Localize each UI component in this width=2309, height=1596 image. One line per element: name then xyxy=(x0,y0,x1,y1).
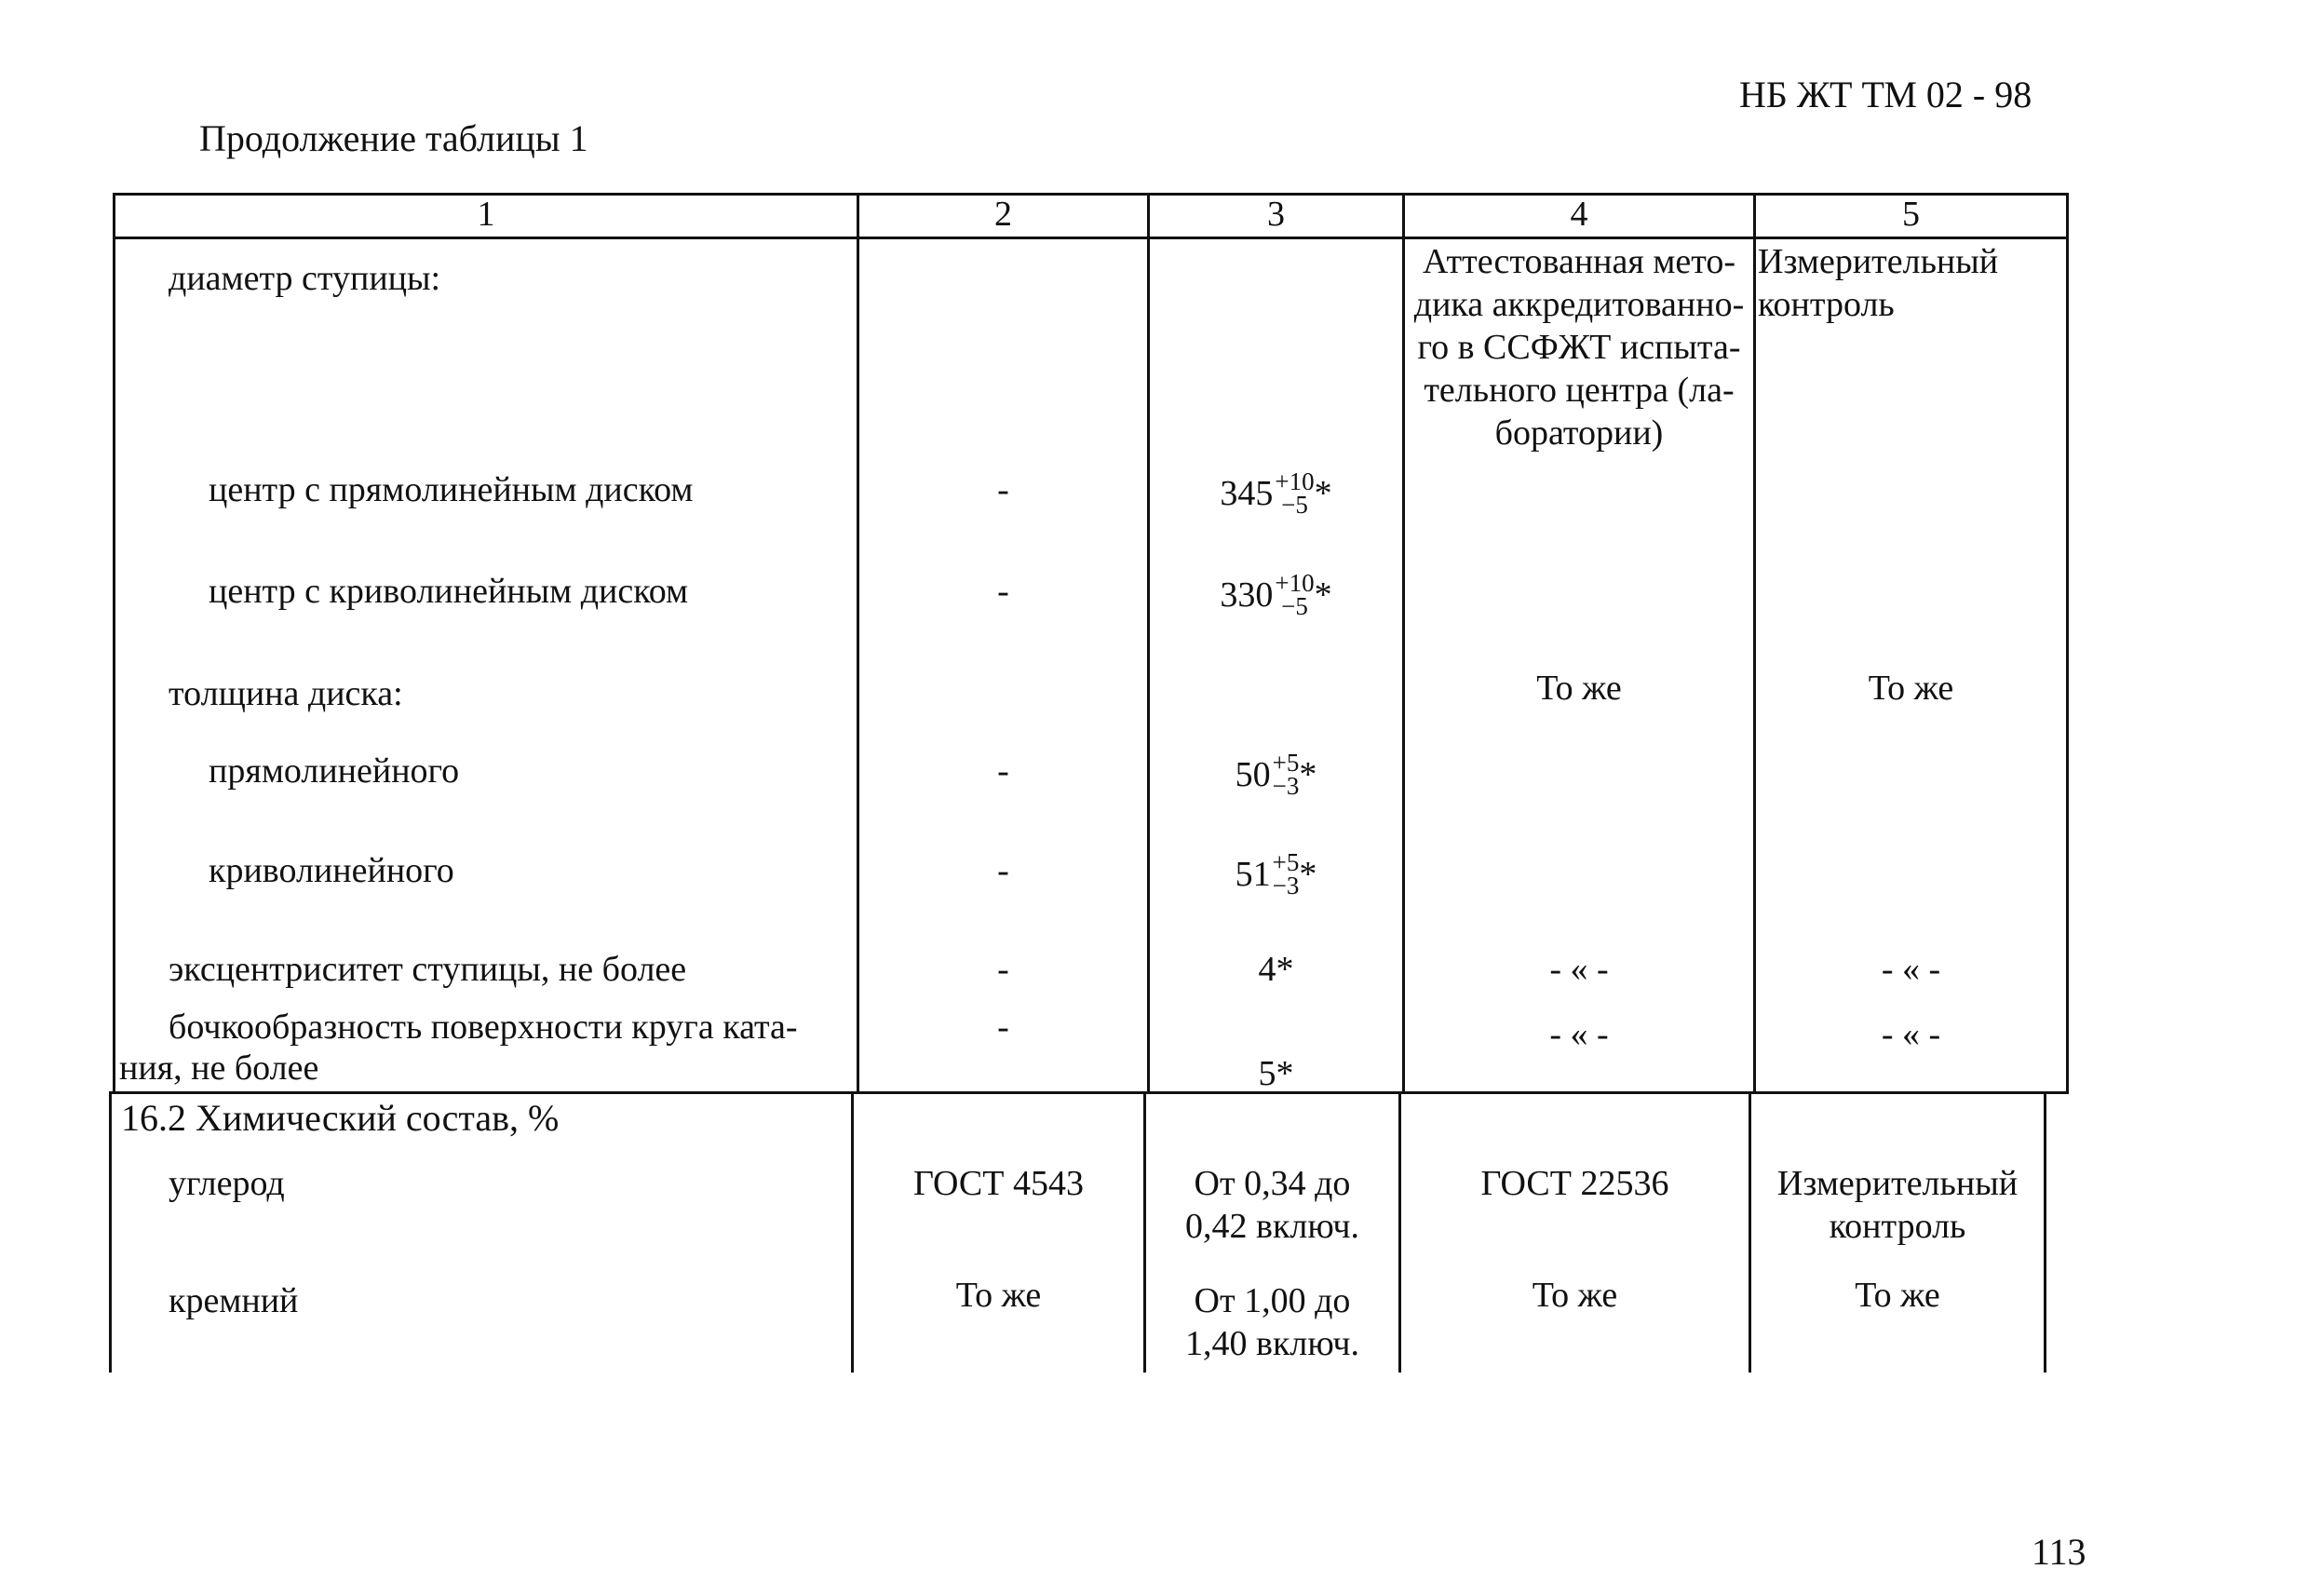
tolerance-mark: * xyxy=(1299,755,1317,794)
col-border-right xyxy=(2066,193,2069,1094)
tolerance-lower: −5 xyxy=(1281,592,1308,620)
tolerance-mark: * xyxy=(1314,474,1332,513)
row-label-curved-center: центр с криволинейным диском xyxy=(209,572,689,611)
barrel-control: - « - xyxy=(1881,1015,1941,1054)
tolerance-mark: * xyxy=(1314,575,1332,615)
chem-row-control-carbon xyxy=(1751,1162,2044,1248)
tolerance-base: 330 xyxy=(1220,575,1274,615)
barrel-label-line: ния, не более xyxy=(119,1048,319,1088)
tolerance-value xyxy=(1220,467,1332,519)
col-border-3-lower xyxy=(1398,1091,1401,1373)
col-border-left-lower xyxy=(109,1091,112,1373)
method-line: тельного центра (ла- xyxy=(1424,371,1735,410)
tolerance-upper: +10 xyxy=(1275,467,1315,495)
document-code: НБ ЖТ ТМ 02 - 98 xyxy=(1739,74,2032,115)
chem-row-method-carbon: ГОСТ 22536 xyxy=(1480,1164,1669,1203)
tolerance-base: 50 xyxy=(1235,755,1271,794)
row-tolerance-curved-center xyxy=(1150,569,1402,620)
eccentricity-control: - « - xyxy=(1881,950,1941,989)
eccentricity-label: эксцентриситет ступицы, не более xyxy=(169,950,687,989)
row-label-straight-disk: прямолинейного xyxy=(209,751,460,791)
tolerance-mark: * xyxy=(1299,855,1317,894)
chem-section-title: 16.2 Химический состав, % xyxy=(121,1097,560,1139)
tolerance-value xyxy=(1236,751,1317,798)
tolerance-lower: −3 xyxy=(1272,872,1300,899)
row-label-curved-disk: криволинейного xyxy=(209,851,454,890)
chem-row-range-carbon xyxy=(1146,1162,1398,1248)
method-line: дика аккредитованно- xyxy=(1413,285,1745,324)
barrel-label-line: бочкообразность поверхности круга ката- xyxy=(169,1008,798,1047)
tolerance-upper: +5 xyxy=(1272,749,1300,777)
tolerance-base: 345 xyxy=(1220,474,1274,513)
barrel-method: - « - xyxy=(1549,1015,1609,1054)
column-number-3: 3 xyxy=(1267,195,1285,234)
table-caption: Продолжение таблицы 1 xyxy=(199,117,588,159)
barrel-col2: - xyxy=(997,1008,1009,1047)
disk-thickness-method: То же xyxy=(1536,669,1622,708)
tolerance-upper: +5 xyxy=(1272,848,1300,876)
disk-thickness-control: То же xyxy=(1868,669,1954,708)
control-line: То же xyxy=(1855,1276,1940,1315)
range-line: 0,42 включ. xyxy=(1185,1207,1359,1246)
row-col2-straight-disk: - xyxy=(997,751,1009,791)
chem-row-control-silicon xyxy=(1751,1274,2044,1317)
chem-row-range-silicon xyxy=(1146,1279,1398,1365)
row-col2-straight-center: - xyxy=(997,470,1009,509)
control-line: контроль xyxy=(1829,1207,1966,1246)
range-line: От 1,00 до xyxy=(1194,1281,1351,1320)
chem-row-col2-silicon: То же xyxy=(955,1276,1042,1315)
section-divider xyxy=(109,1091,2067,1094)
tolerance-lower: −5 xyxy=(1281,491,1308,519)
tolerance-base: 51 xyxy=(1235,855,1271,894)
hub-diameter-control xyxy=(1758,240,1998,326)
row-col2-curved-center: - xyxy=(997,572,1009,611)
col-border-right-lower xyxy=(2044,1091,2046,1373)
col-border-1-lower xyxy=(851,1091,854,1373)
tolerance-limits xyxy=(1275,569,1315,620)
disk-thickness-label: толщина диска: xyxy=(169,674,403,713)
row-tolerance-straight-center xyxy=(1150,467,1402,519)
tolerance-lower: −3 xyxy=(1272,772,1300,800)
barrel-value: 5* xyxy=(1258,1054,1294,1093)
chem-row-method-silicon: То же xyxy=(1532,1276,1618,1315)
range-line: 1,40 включ. xyxy=(1185,1324,1359,1363)
tolerance-upper: +10 xyxy=(1275,569,1315,597)
control-line: Измерительный xyxy=(1776,1164,2019,1203)
tolerance-value xyxy=(1235,848,1317,899)
tolerance-value xyxy=(1220,569,1332,620)
column-number-2: 2 xyxy=(994,195,1012,234)
method-line: боратории) xyxy=(1494,413,1664,453)
eccentricity-method: - « - xyxy=(1549,950,1609,989)
range-line: От 0,34 до xyxy=(1194,1164,1351,1203)
tolerance-limits xyxy=(1272,848,1300,899)
chem-row-col2-carbon: ГОСТ 4543 xyxy=(913,1164,1084,1203)
chem-row-label-silicon: кремний xyxy=(169,1281,299,1320)
row-tolerance-curved-disk xyxy=(1150,848,1402,899)
column-number-5: 5 xyxy=(1902,195,1920,234)
row-label-straight-center: центр с прямолинейным диском xyxy=(209,470,694,509)
control-line: Измерительный xyxy=(1758,242,1999,281)
column-number-1: 1 xyxy=(477,195,495,234)
hub-diameter-label: диаметр ступицы: xyxy=(169,259,441,298)
col-border-left xyxy=(113,193,115,1094)
eccentricity-col2: - xyxy=(997,950,1009,989)
method-line: Аттестованная мето- xyxy=(1422,242,1736,281)
page-number: 113 xyxy=(2032,1531,2086,1573)
barrel-label xyxy=(115,1006,798,1089)
control-line: контроль xyxy=(1758,285,1895,324)
row-col2-curved-disk: - xyxy=(997,851,1009,890)
header-divider xyxy=(113,237,2069,239)
tolerance-limits xyxy=(1275,467,1315,519)
row-tolerance-straight-disk xyxy=(1150,751,1402,798)
method-line: го в ССФЖТ испыта- xyxy=(1417,328,1741,367)
hub-diameter-method xyxy=(1405,240,1753,454)
column-number-4: 4 xyxy=(1570,195,1588,234)
chem-row-label-carbon: углерод xyxy=(169,1164,285,1203)
eccentricity-value: 4* xyxy=(1258,950,1294,989)
tolerance-limits xyxy=(1273,751,1300,798)
